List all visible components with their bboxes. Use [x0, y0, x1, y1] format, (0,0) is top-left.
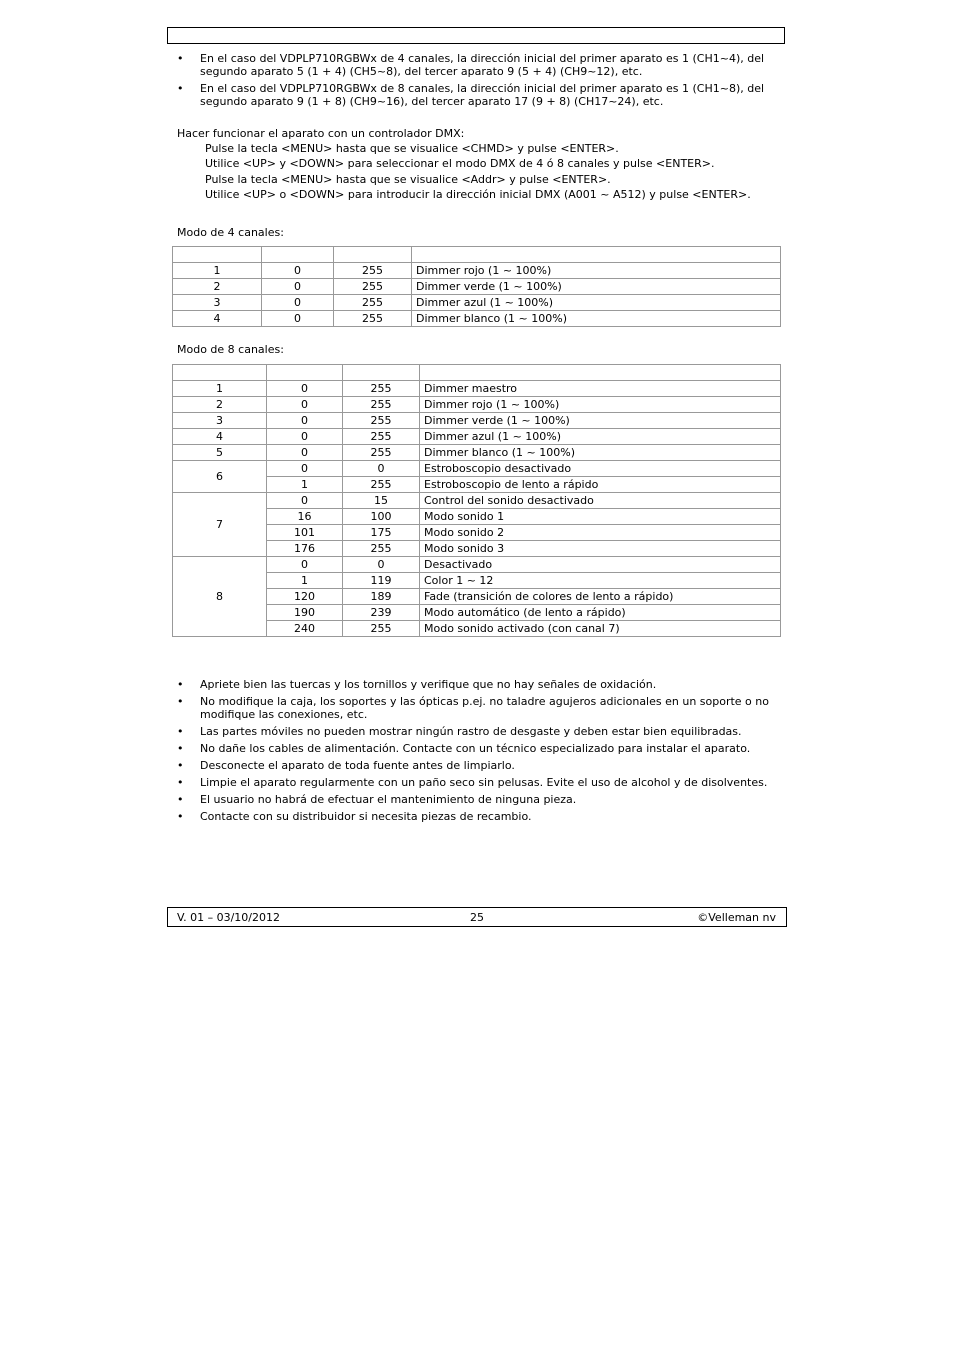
max-value-cell: 15	[343, 493, 420, 509]
list-item: • No dañe los cables de alimentación. Contacte con un técnico especializado para instalar el aparato.	[177, 742, 777, 755]
table-row	[173, 311, 781, 327]
min-value-cell: 190	[267, 605, 343, 621]
max-value-cell: 255	[343, 541, 420, 557]
max-value-cell: 255	[334, 295, 412, 311]
list-item: • El usuario no habrá de efectuar el mantenimiento de ninguna pieza.	[177, 793, 777, 806]
min-value-cell: 120	[267, 589, 343, 605]
max-value-cell: 255	[334, 311, 412, 327]
min-value-cell: 0	[262, 311, 334, 327]
max-value-cell: 0	[343, 461, 420, 477]
table-row	[173, 445, 781, 461]
page-footer	[167, 907, 787, 927]
list-item: • Apriete bien las tuercas y los tornillos y verifique que no hay señales de oxidación.	[177, 678, 777, 691]
min-value-cell: 0	[267, 461, 343, 477]
table-row	[173, 557, 781, 573]
function-cell: Dimmer rojo (1 ~ 100%)	[420, 397, 781, 413]
dmx-step: Pulse la tecla <MENU> hasta que se visualice <Addr> y pulse <ENTER>.	[205, 173, 611, 186]
list-item: • Las partes móviles no pueden mostrar ningún rastro de desgaste y deben estar bien equilibradas.	[177, 725, 777, 738]
min-value-cell: 0	[262, 263, 334, 279]
channel-cell: 4	[173, 429, 267, 445]
table-row	[173, 279, 781, 295]
function-cell: Color 1 ~ 12	[420, 573, 781, 589]
min-value-cell: 0	[267, 381, 343, 397]
table-row	[173, 381, 781, 397]
function-cell: Fade (transición de colores de lento a rápido)	[420, 589, 781, 605]
min-value-cell: 0	[262, 295, 334, 311]
max-value-cell: 255	[343, 445, 420, 461]
function-cell: Estroboscopio de lento a rápido	[420, 477, 781, 493]
footer-copyright: ©Velleman nv	[697, 911, 776, 924]
table-row	[173, 493, 781, 509]
mode4-table	[172, 246, 781, 327]
max-value-cell: 189	[343, 589, 420, 605]
function-cell: Modo sonido 2	[420, 525, 781, 541]
function-cell: Dimmer verde (1 ~ 100%)	[420, 413, 781, 429]
min-value-cell: 1	[267, 477, 343, 493]
min-value-cell: 240	[267, 621, 343, 637]
channel-cell: 5	[173, 445, 267, 461]
function-cell: Desactivado	[420, 557, 781, 573]
max-value-cell: 255	[343, 381, 420, 397]
table-row	[173, 429, 781, 445]
max-value-cell: 0	[343, 557, 420, 573]
function-cell: Dimmer blanco (1 ~ 100%)	[420, 445, 781, 461]
function-cell: Dimmer azul (1 ~ 100%)	[420, 429, 781, 445]
max-value-cell: 255	[343, 413, 420, 429]
channel-cell: 2	[173, 397, 267, 413]
max-value-cell: 255	[334, 263, 412, 279]
min-value-cell: 1	[267, 573, 343, 589]
max-value-cell: 175	[343, 525, 420, 541]
channel-cell: 3	[173, 413, 267, 429]
maintenance-bullet-list	[177, 678, 777, 823]
max-value-cell: 119	[343, 573, 420, 589]
function-cell: Control del sonido desactivado	[420, 493, 781, 509]
min-value-cell: 0	[267, 397, 343, 413]
max-value-cell: 255	[343, 621, 420, 637]
table-row	[173, 413, 781, 429]
min-value-cell: 0	[267, 493, 343, 509]
function-cell: Modo sonido activado (con canal 7)	[420, 621, 781, 637]
intro-bullet-list	[177, 52, 777, 108]
list-item: • Contacte con su distribuidor si necesita piezas de recambio.	[177, 810, 777, 823]
table-header-row	[173, 365, 781, 381]
footer-page-number: 25	[470, 911, 484, 924]
min-value-cell: 0	[267, 413, 343, 429]
max-value-cell: 100	[343, 509, 420, 525]
list-item: • No modifique la caja, los soportes y las ópticas p.ej. no taladre agujeros adicionales en un soporte o no modifique las conexiones, etc.	[177, 695, 777, 721]
max-value-cell: 255	[343, 429, 420, 445]
function-cell: Dimmer blanco (1 ~ 100%)	[412, 311, 781, 327]
min-value-cell: 0	[267, 557, 343, 573]
dmx-step: Utilice <UP> o <DOWN> para introducir la dirección inicial DMX (A001 ~ A512) y pulse <ENTER>.	[205, 188, 751, 201]
min-value-cell: 0	[267, 429, 343, 445]
channel-cell: 3	[173, 295, 262, 311]
page-header-box	[167, 27, 785, 44]
list-item: • En el caso del VDPLP710RGBWx de 8 canales, la dirección inicial del primer aparato es 1 (CH1~8), del segundo aparato 9 (1 + 8) (CH9~16), del tercer aparato 17 (9 + 8) (CH17~24), etc.	[177, 82, 777, 108]
function-cell: Dimmer verde (1 ~ 100%)	[412, 279, 781, 295]
min-value-cell: 176	[267, 541, 343, 557]
channel-cell: 7	[173, 493, 267, 557]
function-cell: Dimmer azul (1 ~ 100%)	[412, 295, 781, 311]
list-item: • En el caso del VDPLP710RGBWx de 4 canales, la dirección inicial del primer aparato es 1 (CH1~4), del segundo aparato 5 (1 + 4) (CH5~8), del tercer aparato 9 (5 + 4) (CH9~12), etc.	[177, 52, 777, 78]
dmx-heading: Hacer funcionar el aparato con un controlador DMX:	[177, 127, 465, 140]
min-value-cell: 16	[267, 509, 343, 525]
table-row	[173, 397, 781, 413]
channel-cell: 1	[173, 263, 262, 279]
mode4-label: Modo de 4 canales:	[177, 226, 284, 239]
list-item: • Limpie el aparato regularmente con un paño seco sin pelusas. Evite el uso de alcohol y de disolventes.	[177, 776, 777, 789]
list-item: • Desconecte el aparato de toda fuente antes de limpiarlo.	[177, 759, 777, 772]
channel-cell: 2	[173, 279, 262, 295]
dmx-step: Utilice <UP> y <DOWN> para seleccionar el modo DMX de 4 ó 8 canales y pulse <ENTER>.	[205, 157, 715, 170]
function-cell: Dimmer rojo (1 ~ 100%)	[412, 263, 781, 279]
min-value-cell: 101	[267, 525, 343, 541]
function-cell: Modo automático (de lento a rápido)	[420, 605, 781, 621]
mode8-table	[172, 364, 781, 637]
table-row	[173, 263, 781, 279]
max-value-cell: 255	[343, 397, 420, 413]
min-value-cell: 0	[262, 279, 334, 295]
min-value-cell: 0	[267, 445, 343, 461]
channel-cell: 6	[173, 461, 267, 493]
table-row	[173, 295, 781, 311]
channel-cell: 8	[173, 557, 267, 637]
table-header-row	[173, 247, 781, 263]
max-value-cell: 239	[343, 605, 420, 621]
footer-version: V. 01 – 03/10/2012	[177, 911, 280, 924]
max-value-cell: 255	[334, 279, 412, 295]
function-cell: Modo sonido 1	[420, 509, 781, 525]
mode8-label: Modo de 8 canales:	[177, 343, 284, 356]
channel-cell: 4	[173, 311, 262, 327]
table-row	[173, 461, 781, 477]
function-cell: Estroboscopio desactivado	[420, 461, 781, 477]
max-value-cell: 255	[343, 477, 420, 493]
channel-cell: 1	[173, 381, 267, 397]
dmx-step: Pulse la tecla <MENU> hasta que se visualice <CHMD> y pulse <ENTER>.	[205, 142, 619, 155]
function-cell: Dimmer maestro	[420, 381, 781, 397]
function-cell: Modo sonido 3	[420, 541, 781, 557]
